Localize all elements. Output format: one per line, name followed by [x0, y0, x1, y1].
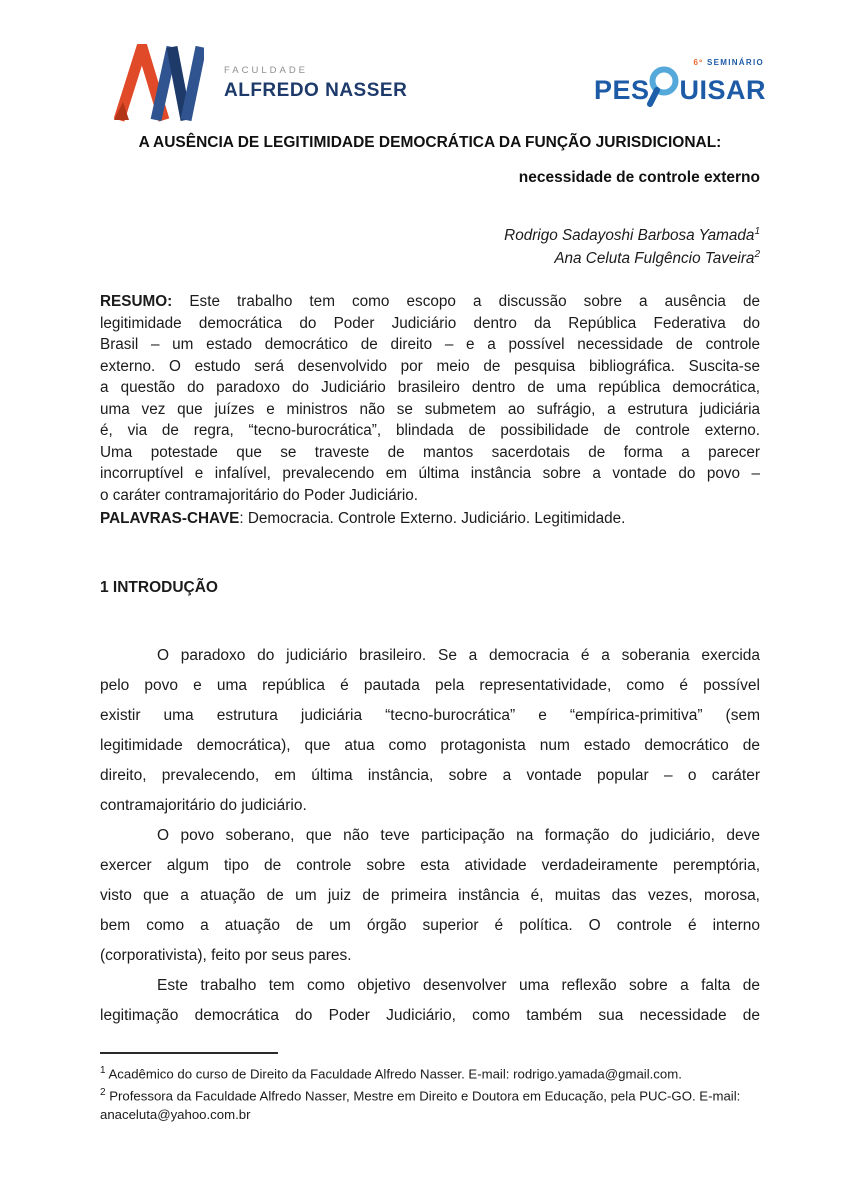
- paragraph: [100, 971, 760, 1031]
- footnote-marker: 2: [100, 1086, 106, 1098]
- text-line: (corporativista), feito por seus pares.: [100, 947, 352, 964]
- abstract: [100, 291, 760, 506]
- text-line: exercer algum tipo de controle sobre esta atividade verdadeiramente peremptória,: [100, 857, 760, 874]
- text-line: é, via de regra, “tecno-burocrática”, blindada de possibilidade de controle externo.: [100, 422, 760, 439]
- footnote-divider: [100, 1052, 278, 1054]
- pesquisar-wordmark: [594, 66, 766, 108]
- text-line: contramajoritário do judiciário.: [100, 797, 307, 814]
- text-line: Uma potestade que se traveste de mantos sacerdotais de forma a parecer: [100, 443, 760, 461]
- footnote-text: Professora da Faculdade Alfredo Nasser, Mestre em Direito e Doutora em Educação, pela PUC-GO. E-mail: anaceluta@yahoo.com.br: [100, 1088, 741, 1122]
- page-header: [100, 44, 766, 128]
- seminar-number: 6º: [693, 58, 704, 67]
- footnote-marker: 1: [100, 1065, 106, 1076]
- author-name: Rodrigo Sadayoshi Barbosa Yamada: [504, 227, 755, 245]
- section-heading-introducao: 1 INTRODUÇÃO: [100, 579, 218, 596]
- text-line: O povo soberano, que não teve participação na formação do judiciário, deve: [157, 827, 760, 844]
- faculdade-name: ALFREDO NASSER: [224, 79, 408, 101]
- body-text: [100, 641, 760, 1031]
- text-line: incorruptível e infalível, prevalecendo em última instância sobre a vontade do povo –: [100, 465, 760, 482]
- keywords: [100, 510, 760, 528]
- faculdade-wordmark: [224, 65, 407, 102]
- author-2: [100, 245, 760, 268]
- text-line: existir uma estrutura judiciária “tecno-burocrática” e “empírica-primitiva” (sem: [100, 707, 760, 724]
- keywords-text: : Democracia. Controle Externo. Judiciário. Legitimidade.: [239, 510, 626, 527]
- pesquisar-text-end: UISAR: [679, 75, 766, 105]
- text-line: bem como a atuação de um órgão superior é política. O controle é interno: [100, 917, 760, 934]
- text-line: Brasil – um estado democrático de direito – e a possível necessidade de controle: [100, 336, 760, 353]
- text-line: uma vez que juízes e ministros não se submetem ao sufrágio, a estrutura judiciária: [100, 400, 760, 418]
- text-line: legitimidade democrática do Poder Judiciário dentro da República Federativa do: [100, 314, 760, 332]
- text-line: RESUMO: Este trabalho tem como escopo a discussão sobre a ausência de: [100, 293, 760, 310]
- footnotes: [100, 1048, 760, 1124]
- text-line: legitimidade democrática), que atua como protagonista num estado democrático de: [100, 737, 760, 754]
- paragraph: [100, 641, 760, 821]
- pesquisar-text-start: PES: [593, 75, 650, 105]
- magnifier-icon: [647, 66, 681, 108]
- text-line: o caráter contramajoritário do Poder Judiciário.: [100, 486, 418, 504]
- author-name: Ana Celuta Fulgêncio Taveira: [554, 250, 755, 268]
- seminar-label: SEMINÁRIO: [706, 58, 764, 67]
- faculdade-label: FACULDADE: [224, 64, 309, 76]
- keywords-label: PALAVRAS-CHAVE: [100, 510, 240, 527]
- author-1: [100, 222, 760, 245]
- seminar-badge: [693, 58, 764, 67]
- paper-title: A AUSÊNCIA DE LEGITIMIDADE DEMOCRÁTICA DA FUNÇÃO JURISDICIONAL:: [138, 134, 722, 151]
- paragraph: [100, 821, 760, 971]
- text-line: a questão do paradoxo do Judiciário brasileiro dentro de uma república democrática,: [100, 379, 760, 396]
- footnote-2: [100, 1084, 760, 1124]
- an-monogram-icon: [112, 44, 204, 122]
- paper-subtitle: necessidade de controle externo: [518, 169, 760, 186]
- pesquisar-seminar-logo: [594, 56, 766, 108]
- text-line: visto que a atuação de um juiz de primeira instância é, muitas das vezes, morosa,: [100, 887, 760, 904]
- footnote-1: [100, 1062, 760, 1084]
- authors-block: [100, 222, 760, 268]
- faculdade-alfredo-nasser-logo: [112, 44, 407, 122]
- text-line: O paradoxo do judiciário brasileiro. Se a democracia é a soberania exercida: [157, 647, 760, 664]
- text-line: pelo povo e uma república é pautada pela representatividade, como é possível: [100, 677, 760, 694]
- text-line: externo. O estudo será desenvolvido por meio de pesquisa bibliográfica. Suscita-se: [100, 357, 760, 375]
- text-line: legitimação democrática do Poder Judiciário, como também sua necessidade de: [100, 1007, 760, 1024]
- text-line: Este trabalho tem como objetivo desenvolver uma reflexão sobre a falta de: [157, 977, 760, 994]
- footnote-ref-1: 1: [754, 226, 760, 237]
- footnote-ref-2: 2: [754, 249, 760, 261]
- text-line: direito, prevalecendo, em última instância, sobre a vontade popular – o caráter: [100, 767, 760, 784]
- footnote-text: Acadêmico do curso de Direito da Faculdade Alfredo Nasser. E-mail: rodrigo.yamada@gmail.com.: [108, 1066, 682, 1082]
